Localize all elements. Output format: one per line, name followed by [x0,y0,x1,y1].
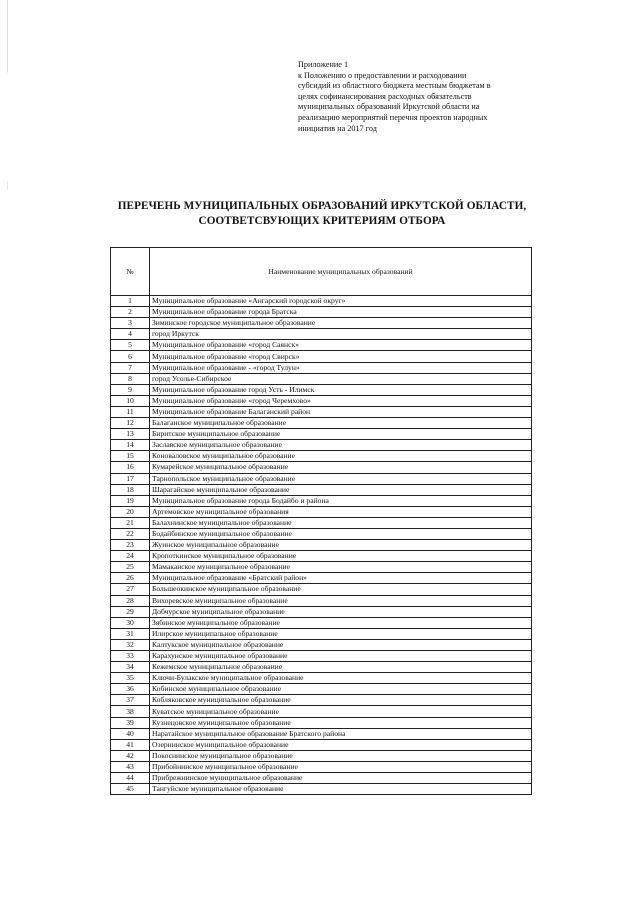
row-number: 10 [111,395,150,406]
table-row [111,540,532,551]
row-number: 33 [111,651,150,662]
row-municipality-name: Муниципальное образование «город Саянск» [150,340,532,351]
appendix-note [298,60,538,134]
row-number: 5 [111,340,150,351]
row-number: 25 [111,562,150,573]
row-municipality-name: Муниципальное образование «Братский район» [150,573,532,584]
row-number: 1 [111,296,150,307]
table-row [111,628,532,639]
header-number: № [111,248,150,296]
row-number: 36 [111,684,150,695]
row-number: 45 [111,784,150,795]
row-municipality-name: Шарагайское муниципальное образование [150,484,532,495]
row-number: 37 [111,695,150,706]
row-municipality-name: город Иркутск [150,329,532,340]
table-row [111,662,532,673]
table-row [111,784,532,795]
row-number: 27 [111,584,150,595]
row-municipality-name: Прибойнинское муниципальное образование [150,761,532,772]
table-row [111,562,532,573]
appendix-line: целях софинансирования расходных обязательств [298,91,472,101]
row-municipality-name: Большеокинское муниципальное образование [150,584,532,595]
table-row [111,351,532,362]
row-municipality-name: Зиминское городское муниципальное образование [150,318,532,329]
row-number: 9 [111,384,150,395]
table-row [111,750,532,761]
row-number: 17 [111,473,150,484]
row-municipality-name: Муниципальное образование Балаганский район [150,406,532,417]
appendix-line: инициатив на 2017 год [298,123,377,133]
row-number: 43 [111,761,150,772]
appendix-line: Приложение 1 [298,60,349,69]
row-municipality-name: Биритское муниципальное образование [150,429,532,440]
row-municipality-name: Кумарейское муниципальное образование [150,462,532,473]
appendix-line: муниципальных образований Иркутской области на [298,102,480,112]
table-row [111,761,532,772]
row-municipality-name: Муниципальное образование «Ангарский городской округ» [150,296,532,307]
row-municipality-name: Вихоревское муниципальное образование [150,595,532,606]
table-row [111,484,532,495]
row-municipality-name: Муниципальное образование города Бодайбо и района [150,495,532,506]
table-row [111,362,532,373]
scan-margin-line [7,0,8,905]
row-number: 28 [111,595,150,606]
table-row [111,495,532,506]
table-row [111,329,532,340]
row-number: 3 [111,318,150,329]
row-municipality-name: Карахунское муниципальное образование [150,651,532,662]
row-number: 7 [111,362,150,373]
row-number: 11 [111,406,150,417]
row-number: 12 [111,418,150,429]
row-number: 16 [111,462,150,473]
row-number: 13 [111,429,150,440]
table-row [111,584,532,595]
row-municipality-name: Наратайское муниципальное образование Братского района [150,728,532,739]
table-row [111,573,532,584]
row-municipality-name: Муниципальное образование - «город Тулун» [150,362,532,373]
row-number: 22 [111,528,150,539]
row-municipality-name: Мамаканское муниципальное образование [150,562,532,573]
row-number: 44 [111,773,150,784]
row-number: 23 [111,540,150,551]
row-number: 40 [111,728,150,739]
row-number: 14 [111,440,150,451]
row-number: 38 [111,706,150,717]
row-municipality-name: Тарнопольское муниципальное образование [150,473,532,484]
table-body [111,296,532,795]
table-row [111,606,532,617]
row-number: 21 [111,517,150,528]
row-number: 2 [111,307,150,318]
table-row [111,717,532,728]
table-row [111,462,532,473]
table-row [111,684,532,695]
row-municipality-name: Калтукское муниципальное образование [150,639,532,650]
appendix-line: субсидий из областного бюджета местным бюджетам в [298,81,491,91]
row-number: 8 [111,373,150,384]
row-municipality-name: Кузнецовское муниципальное образование [150,717,532,728]
row-number: 24 [111,551,150,562]
row-municipality-name: Куватское муниципальное образование [150,706,532,717]
row-municipality-name: Артемовское муниципальное образования [150,506,532,517]
table-row [111,773,532,784]
table-row [111,296,532,307]
table-row [111,406,532,417]
row-municipality-name: Кежемское муниципальное образование [150,662,532,673]
title-line-2: СООТВЕТСВУЮЩИХ КРИТЕРИЯМ ОТБОРА [198,215,446,227]
table-row [111,673,532,684]
table-row [111,695,532,706]
row-municipality-name: Муниципальное образование город Усть - Илимск [150,384,532,395]
row-municipality-name: Балахнинское муниципальное образование [150,517,532,528]
row-municipality-name: Тангуйское муниципальное образование [150,784,532,795]
row-number: 20 [111,506,150,517]
row-municipality-name: Бодайбинское муниципальное образование [150,528,532,539]
table-row [111,373,532,384]
table-row [111,318,532,329]
row-municipality-name: Добчурское муниципальное образование [150,606,532,617]
row-number: 39 [111,717,150,728]
row-number: 4 [111,329,150,340]
table-row [111,639,532,650]
row-municipality-name: Илирское муниципальное образование [150,628,532,639]
table-row [111,517,532,528]
table-row [111,418,532,429]
row-number: 34 [111,662,150,673]
row-municipality-name: Покоснинское муниципальное образование [150,750,532,761]
table-row [111,429,532,440]
table-row [111,473,532,484]
table-row [111,728,532,739]
table-row [111,384,532,395]
table-row [111,617,532,628]
table-row [111,551,532,562]
row-municipality-name: Муниципальное образование «город Черемхово» [150,395,532,406]
title-line-1: ПЕРЕЧЕНЬ МУНИЦИПАЛЬНЫХ ОБРАЗОВАНИЙ ИРКУТСКОЙ ОБЛАСТИ, [117,200,527,212]
row-number: 26 [111,573,150,584]
row-municipality-name: Кобинское муниципальное образование [150,684,532,695]
row-municipality-name: Жуинское муниципальное образование [150,540,532,551]
row-municipality-name: Кропоткинское муниципальное образование [150,551,532,562]
table-row [111,528,532,539]
row-municipality-name: Прибрежнинское муниципальное образование [150,773,532,784]
row-number: 35 [111,673,150,684]
row-number: 30 [111,617,150,628]
table-row [111,307,532,318]
table-row [111,440,532,451]
table-row [111,595,532,606]
document-title [40,199,604,229]
row-municipality-name: Заславское муниципальное образование [150,440,532,451]
table-row [111,706,532,717]
row-municipality-name: город Усолье-Сибирское [150,373,532,384]
table-row [111,506,532,517]
row-municipality-name: Ключи-Булакское муниципальное образование [150,673,532,684]
municipalities-table [110,247,532,795]
row-municipality-name: Коноваловское муниципальное образование [150,451,532,462]
appendix-line: реализацию мероприятий перечня проектов народных [298,112,488,122]
row-number: 15 [111,451,150,462]
table-row [111,739,532,750]
row-municipality-name: Кобляковское муниципальное образование [150,695,532,706]
row-municipality-name: Балаганское муниципальное образование [150,418,532,429]
header-name: Наименование муниципальных образований [150,248,532,296]
row-municipality-name: Зябинское муниципальное образование [150,617,532,628]
table-header-row [111,248,532,296]
row-municipality-name: Муниципальное образование «город Свирск» [150,351,532,362]
row-number: 42 [111,750,150,761]
row-municipality-name: Муниципальное образование города Братска [150,307,532,318]
row-number: 6 [111,351,150,362]
row-municipality-name: Озернинское муниципальное образование [150,739,532,750]
row-number: 18 [111,484,150,495]
row-number: 32 [111,639,150,650]
table-row [111,451,532,462]
table-row [111,395,532,406]
row-number: 29 [111,606,150,617]
row-number: 19 [111,495,150,506]
table-row [111,340,532,351]
table-row [111,651,532,662]
row-number: 41 [111,739,150,750]
appendix-line: к Положению о предоставлении и расходовании [298,70,467,80]
row-number: 31 [111,628,150,639]
